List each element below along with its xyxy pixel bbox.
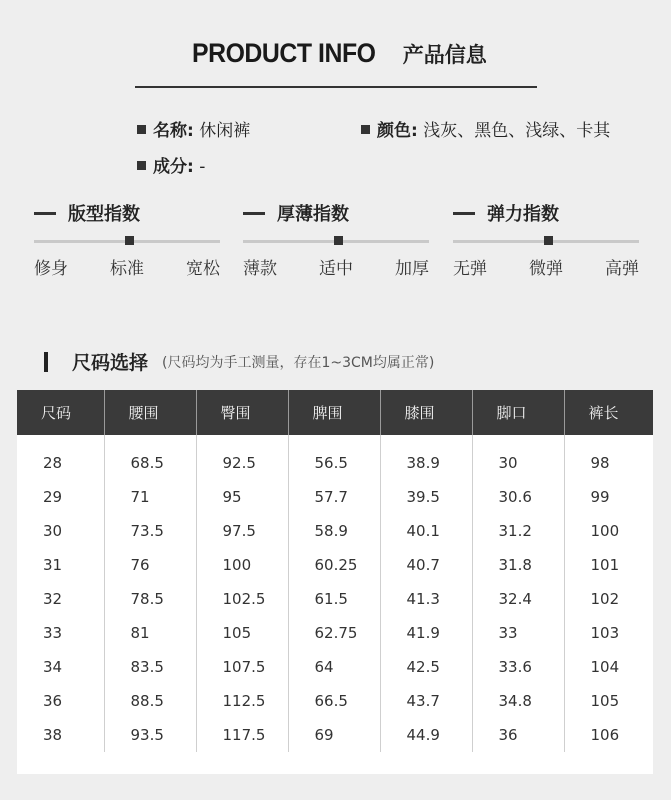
- size-section-heading: [44, 348, 434, 375]
- table-row: [17, 684, 653, 718]
- table-row: [17, 718, 653, 752]
- table-cell: 43.7: [380, 684, 472, 718]
- table-cell: 33.6: [472, 650, 564, 684]
- info-material-value: -: [199, 157, 206, 177]
- table-cell: 66.5: [288, 684, 380, 718]
- table-cell: 34.8: [472, 684, 564, 718]
- table-cell: 117.5: [196, 718, 288, 752]
- table-cell: 112.5: [196, 684, 288, 718]
- thickness-index-title: [243, 198, 433, 228]
- info-color: [361, 116, 610, 141]
- table-row: [17, 480, 653, 514]
- table-row: [17, 548, 653, 582]
- table-cell: 73.5: [104, 514, 196, 548]
- stretch-index-track: [453, 240, 639, 243]
- thickness-index-label: 厚薄指数: [277, 204, 349, 225]
- table-cell: 30: [472, 435, 564, 480]
- stretch-index-marker: [544, 236, 553, 245]
- bullet-square-icon: [361, 125, 370, 134]
- table-cell: 83.5: [104, 650, 196, 684]
- table-cell: 30: [17, 514, 104, 548]
- header-divider: [135, 86, 537, 88]
- table-cell: 101: [590, 556, 620, 574]
- table-cell: 40.7: [380, 548, 472, 582]
- fit-index-track: [34, 240, 220, 243]
- thickness-option-medium: 适中: [319, 259, 353, 279]
- table-row: [17, 616, 653, 650]
- size-table-header-cell: 腰围: [104, 390, 196, 435]
- table-cell: 31.8: [472, 548, 564, 582]
- size-table-header-cell: 脾围: [288, 390, 380, 435]
- table-cell: 57.7: [288, 480, 380, 514]
- table-cell: 81: [104, 616, 196, 650]
- table-cell: 69: [288, 718, 380, 752]
- info-color-label: 颜色:: [377, 121, 418, 141]
- size-section-title: 尺码选择: [72, 352, 149, 374]
- table-cell: 102: [590, 590, 620, 608]
- table-cell: 33: [472, 616, 564, 650]
- table-cell: 30.6: [472, 480, 564, 514]
- table-cell: 41.3: [380, 582, 472, 616]
- table-cell: 100: [590, 522, 620, 540]
- size-table-header-cell: 膝围: [380, 390, 472, 435]
- stretch-option-high: 高弹: [605, 259, 639, 279]
- table-row: [17, 514, 653, 548]
- table-cell: 105: [590, 692, 620, 710]
- table-cell: 68.5: [104, 435, 196, 480]
- table-row: [17, 582, 653, 616]
- table-cell: 78.5: [104, 582, 196, 616]
- table-cell: 93.5: [104, 718, 196, 752]
- fit-index-label: 版型指数: [68, 204, 140, 225]
- thickness-index-marker: [334, 236, 343, 245]
- table-cell: 29: [17, 480, 104, 514]
- table-cell: 71: [104, 480, 196, 514]
- table-cell: 32: [17, 582, 104, 616]
- size-table-header: [17, 390, 653, 435]
- table-cell: 104: [590, 658, 620, 676]
- table-cell: 107.5: [196, 650, 288, 684]
- size-table-header-cell: 尺码: [17, 390, 104, 435]
- table-cell: 41.9: [380, 616, 472, 650]
- size-section-note: (尺码均为手工测量，存在1~3CM均属正常): [162, 354, 435, 371]
- thickness-option-thin: 薄款: [243, 259, 277, 279]
- table-row: [17, 435, 653, 480]
- table-cell: 39.5: [380, 480, 472, 514]
- info-material-label: 成分:: [153, 157, 194, 177]
- table-cell: 97.5: [196, 514, 288, 548]
- table-cell: 33: [17, 616, 104, 650]
- page-title-en: PRODUCT INFO: [192, 38, 376, 68]
- table-cell: 102.5: [196, 582, 288, 616]
- table-cell: 98: [590, 454, 610, 472]
- table-cell: 36: [17, 684, 104, 718]
- fit-option-loose: 宽松: [186, 259, 220, 279]
- table-cell: 38.9: [380, 435, 472, 480]
- size-table-header-cell: 脚口: [472, 390, 564, 435]
- size-table-header-cell: 臀围: [196, 390, 288, 435]
- table-cell: 92.5: [196, 435, 288, 480]
- info-material: [137, 152, 205, 177]
- table-cell: 31: [17, 548, 104, 582]
- table-cell: 31.2: [472, 514, 564, 548]
- table-cell: 61.5: [288, 582, 380, 616]
- stretch-option-slight: 微弹: [529, 259, 563, 279]
- table-cell: 105: [196, 616, 288, 650]
- table-cell: 32.4: [472, 582, 564, 616]
- dash-icon: [453, 212, 475, 215]
- stretch-index-options: [453, 254, 639, 279]
- bullet-square-icon: [137, 125, 146, 134]
- fit-option-slim: 修身: [34, 259, 68, 279]
- stretch-option-none: 无弹: [453, 259, 487, 279]
- table-cell: 38: [17, 718, 104, 752]
- table-cell: 95: [196, 480, 288, 514]
- dash-icon: [34, 212, 56, 215]
- table-cell: 56.5: [288, 435, 380, 480]
- info-name-label: 名称:: [153, 121, 194, 141]
- fit-index-marker: [125, 236, 134, 245]
- fit-index: [34, 198, 224, 279]
- info-color-value: 浅灰、黑色、浅绿、卡其: [423, 121, 611, 141]
- stretch-index-title: [453, 198, 643, 228]
- page-title-cn: 产品信息: [402, 42, 487, 67]
- size-table-container: [17, 390, 653, 774]
- table-cell: 88.5: [104, 684, 196, 718]
- table-cell: 103: [590, 624, 620, 642]
- info-name: [137, 116, 250, 141]
- table-cell: 40.1: [380, 514, 472, 548]
- info-name-value: 休闲裤: [199, 121, 251, 141]
- dash-icon: [243, 212, 265, 215]
- fit-option-standard: 标准: [110, 259, 144, 279]
- heading-bar-icon: [44, 352, 48, 372]
- stretch-index: [453, 198, 643, 279]
- table-cell: 34: [17, 650, 104, 684]
- table-cell: 28: [17, 435, 104, 480]
- table-cell: 36: [472, 718, 564, 752]
- fit-index-title: [34, 198, 224, 228]
- table-row: [17, 650, 653, 684]
- table-cell: 62.75: [288, 616, 380, 650]
- thickness-option-thick: 加厚: [395, 259, 429, 279]
- table-cell: 44.9: [380, 718, 472, 752]
- bullet-square-icon: [137, 161, 146, 170]
- table-cell: 106: [590, 726, 620, 744]
- table-cell: 58.9: [288, 514, 380, 548]
- size-table-body: [17, 435, 653, 752]
- table-cell: 76: [104, 548, 196, 582]
- thickness-index-track: [243, 240, 429, 243]
- thickness-index-options: [243, 254, 429, 279]
- thickness-index: [243, 198, 433, 279]
- table-cell: 100: [196, 548, 288, 582]
- table-cell: 64: [288, 650, 380, 684]
- table-cell: 99: [590, 488, 610, 506]
- table-cell: 60.25: [288, 548, 380, 582]
- table-cell: 42.5: [380, 650, 472, 684]
- stretch-index-label: 弹力指数: [487, 204, 559, 225]
- product-info-header: [0, 38, 671, 69]
- size-table-header-cell: 裤长: [564, 390, 653, 435]
- fit-index-options: [34, 254, 220, 279]
- size-table: [17, 390, 653, 752]
